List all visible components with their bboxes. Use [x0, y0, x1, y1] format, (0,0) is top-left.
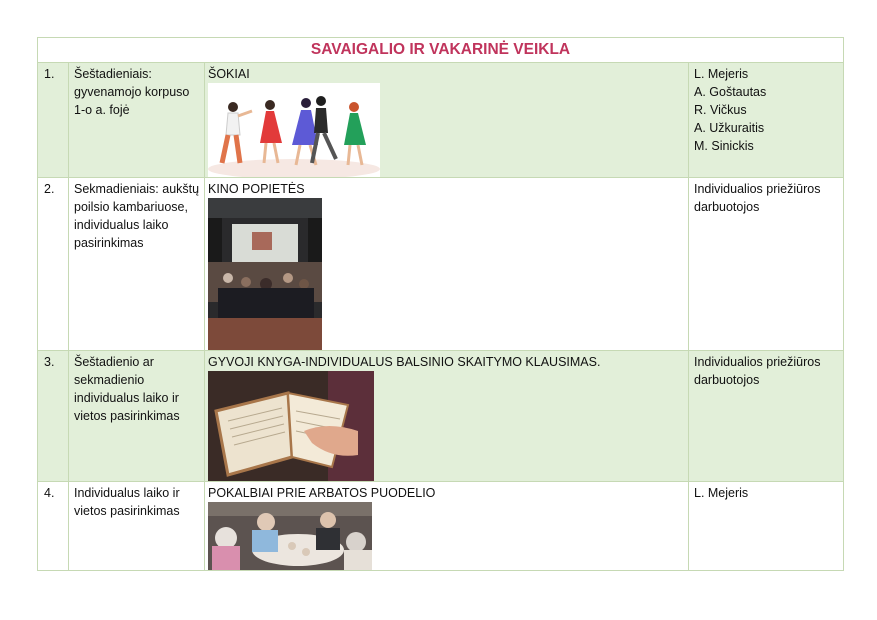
row-activity-cell	[205, 482, 689, 571]
dancing-people-image	[208, 83, 380, 177]
table-row	[38, 482, 844, 571]
responsible-person: L. Mejeris	[694, 67, 749, 81]
row-number: 2.	[38, 178, 69, 351]
row-responsible	[689, 63, 844, 178]
row-number: 1.	[38, 63, 69, 178]
activity-title: ŠOKIAI	[208, 67, 250, 81]
responsible-person: R. Vičkus	[694, 103, 747, 117]
row-responsible	[689, 482, 844, 571]
row-number: 3.	[38, 351, 69, 482]
table-row	[38, 351, 844, 482]
row-responsible	[689, 351, 844, 482]
open-book-image	[208, 371, 374, 481]
row-activity-cell	[205, 63, 689, 178]
activity-title: GYVOJI KNYGA-INDIVIDUALUS BALSINIO SKAITYMO KLAUSIMAS.	[208, 355, 601, 369]
row-place: Šeštadienio ar sekmadienio individualus laiko ir vietos pasirinkimas	[69, 351, 205, 482]
responsible-person: A. Užkuraitis	[694, 121, 765, 135]
row-place: Sekmadieniais: aukštų poilsio kambariuose, individualus laiko pasirinkimas	[69, 178, 205, 351]
cinema-hall-image	[208, 198, 322, 350]
responsible-person: Individualios priežiūros darbuotojos	[694, 182, 821, 214]
row-responsible	[689, 178, 844, 351]
responsible-person: L. Mejeris	[694, 486, 749, 500]
row-activity-cell	[205, 351, 689, 482]
tea-conversation-image	[208, 502, 372, 570]
responsible-person: A. Goštautas	[694, 85, 767, 99]
activity-title: KINO POPIETĖS	[208, 182, 305, 196]
table-title: SAVAIGALIO IR VAKARINĖ VEIKLA	[38, 38, 844, 63]
row-activity-cell	[205, 178, 689, 351]
table-row	[38, 178, 844, 351]
row-number: 4.	[38, 482, 69, 571]
responsible-person: Individualios priežiūros darbuotojos	[694, 355, 821, 387]
activity-title: POKALBIAI PRIE ARBATOS PUODELIO	[208, 486, 436, 500]
row-place: Šeštadieniais: gyvenamojo korpuso 1-o a. fojė	[69, 63, 205, 178]
row-place: Individualus laiko ir vietos pasirinkimas	[69, 482, 205, 571]
table-row	[38, 63, 844, 178]
responsible-person: M. Sinickis	[694, 139, 754, 153]
activities-table	[37, 37, 844, 571]
